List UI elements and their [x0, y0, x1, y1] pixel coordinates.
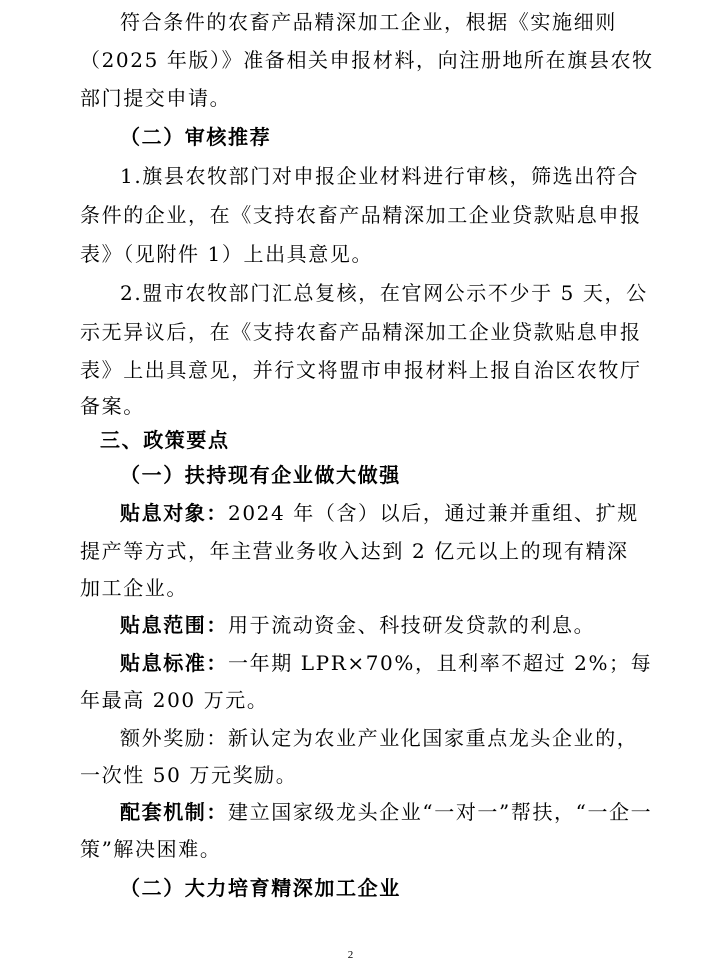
paragraph-line: 备案。 [80, 394, 145, 418]
label-subsidy-standard: 贴息标准： [120, 651, 228, 675]
section-heading: （二）大力培育精深加工企业 [120, 876, 401, 900]
paragraph-text: 一年期 LPR×70%，且利率不超过 2%；每 [228, 651, 653, 675]
paragraph-line [120, 800, 652, 824]
chapter-heading: 三、政策要点 [100, 428, 230, 452]
paragraph-line [120, 613, 595, 637]
paragraph-line: 表》（见附件 1）上出具意见。 [80, 242, 374, 266]
paragraph-line: 年最高 200 万元。 [80, 688, 269, 712]
paragraph-line: 2.盟市农牧部门汇总复核，在官网公示不少于 5 天，公 [120, 281, 648, 305]
paragraph-line: 示无异议后，在《支持农畜产品精深加工企业贷款贴息申报 [80, 320, 642, 344]
paragraph-line: 提产等方式，年主营业务收入达到 2 亿元以上的现有精深 [80, 539, 629, 563]
paragraph-line: 一次性 50 万元奖励。 [80, 763, 298, 787]
section-heading: （二）审核推荐 [120, 125, 272, 149]
paragraph-line: 1.旗县农牧部门对申报企业材料进行审核，筛选出符合 [120, 164, 640, 188]
page-number: 2 [347, 949, 354, 961]
paragraph-line: 符合条件的农畜产品精深加工企业，根据《实施细则 [120, 10, 617, 34]
paragraph-line: 部门提交申请。 [80, 86, 232, 110]
paragraph-text: 建立国家级龙头企业“一对一”帮扶，“一企一 [228, 800, 653, 824]
paragraph-line: 策”解决困难。 [80, 837, 222, 861]
paragraph-line: 额外奖励：新认定为农业产业化国家重点龙头企业的， [120, 726, 639, 750]
paragraph-text: 用于流动资金、科技研发贷款的利息。 [228, 613, 596, 637]
label-subsidy-target: 贴息对象： [120, 501, 228, 525]
paragraph-line: 表》上出具意见，并行文将盟市申报材料上报自治区农牧厅 [80, 358, 642, 382]
section-heading: （一）扶持现有企业做大做强 [120, 463, 401, 487]
paragraph-line: 加工企业。 [80, 576, 188, 600]
paragraph-line: （2025 年版）》准备相关申报材料，向注册地所在旗县农牧 [80, 48, 654, 72]
paragraph-line [120, 651, 652, 675]
label-support-mechanism: 配套机制： [120, 800, 228, 824]
paragraph-line: 条件的企业，在《支持农畜产品精深加工企业贷款贴息申报 [80, 203, 642, 227]
paragraph-text: 2024 年（含）以后，通过兼并重组、扩规 [228, 501, 639, 525]
paragraph-line [120, 501, 639, 525]
label-subsidy-scope: 贴息范围： [120, 613, 228, 637]
